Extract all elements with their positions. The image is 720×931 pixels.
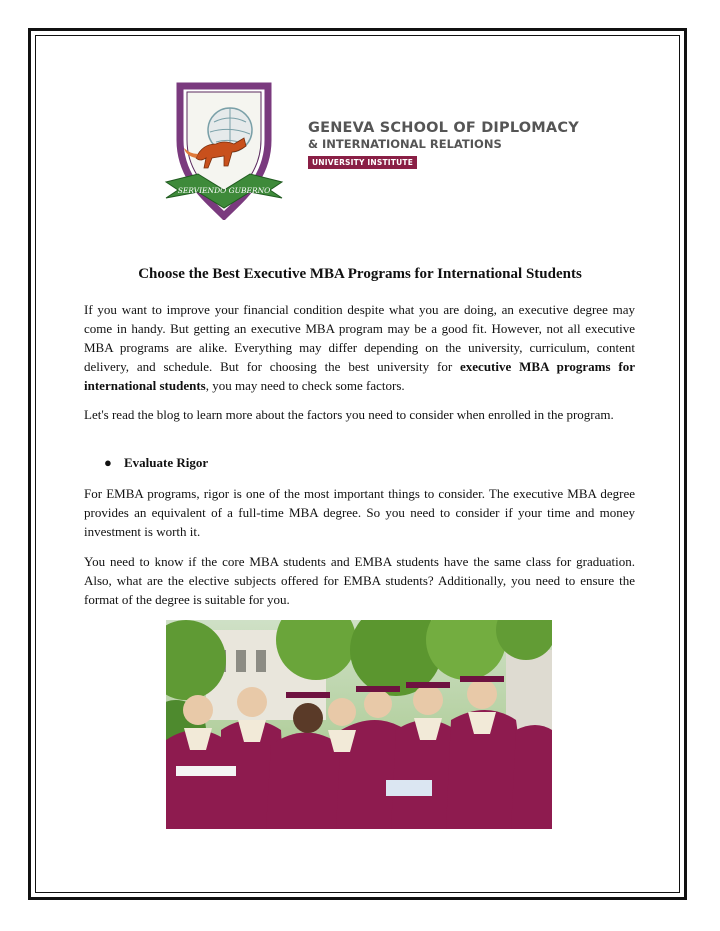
school-logo: [158, 78, 588, 220]
school-name-line2: & INTERNATIONAL RELATIONS: [308, 137, 502, 151]
intro-bold-keyword: executive MBA programs for international students: [84, 359, 635, 393]
intro-text: If you want to improve your financial condition despite what you are doing, an executive degree may come in handy. But getting an executive MBA program may be a good fit. However, not all executive MBA programs are alike. Everything may differ depending on the university, curriculum, content delivery, and schedule. But for choosing the best university for: [84, 302, 635, 374]
graduates-photo: [166, 620, 552, 829]
school-wordmark: [308, 120, 588, 170]
bullet-label: Evaluate Rigor: [124, 455, 209, 470]
blog-intro-paragraph: Let's read the blog to learn more about the factors you need to consider when enrolled in the program.: [84, 407, 614, 422]
intro-tail: , you may need to check some factors.: [205, 378, 405, 393]
rigor-paragraph: For EMBA programs, rigor is one of the most important things to consider. The executive MBA degree provides an equivalent of a full-time MBA degree. So you need to consider if your time and money investment is worth it.: [84, 486, 635, 539]
bullet-evaluate-rigor: [104, 455, 208, 471]
article-title: Choose the Best Executive MBA Programs for International Students: [138, 266, 582, 282]
core-electives-paragraph: You need to know if the core MBA students and EMBA students have the same class for graduation. Also, what are the elective subjects offered for EMBA students? Additionally, you need to ensure the format of the degree is suitable for you.: [84, 554, 635, 607]
school-name-line1: GENEVA SCHOOL OF DIPLOMACY: [308, 120, 579, 136]
bullet-dot-icon: ●: [104, 455, 112, 470]
fox-crest-icon: [158, 78, 290, 220]
intro-paragraph: [84, 300, 635, 395]
university-institute-badge: UNIVERSITY INSTITUTE: [308, 156, 417, 169]
crest-motto: SERVIENDO GUBERNO: [177, 186, 271, 195]
